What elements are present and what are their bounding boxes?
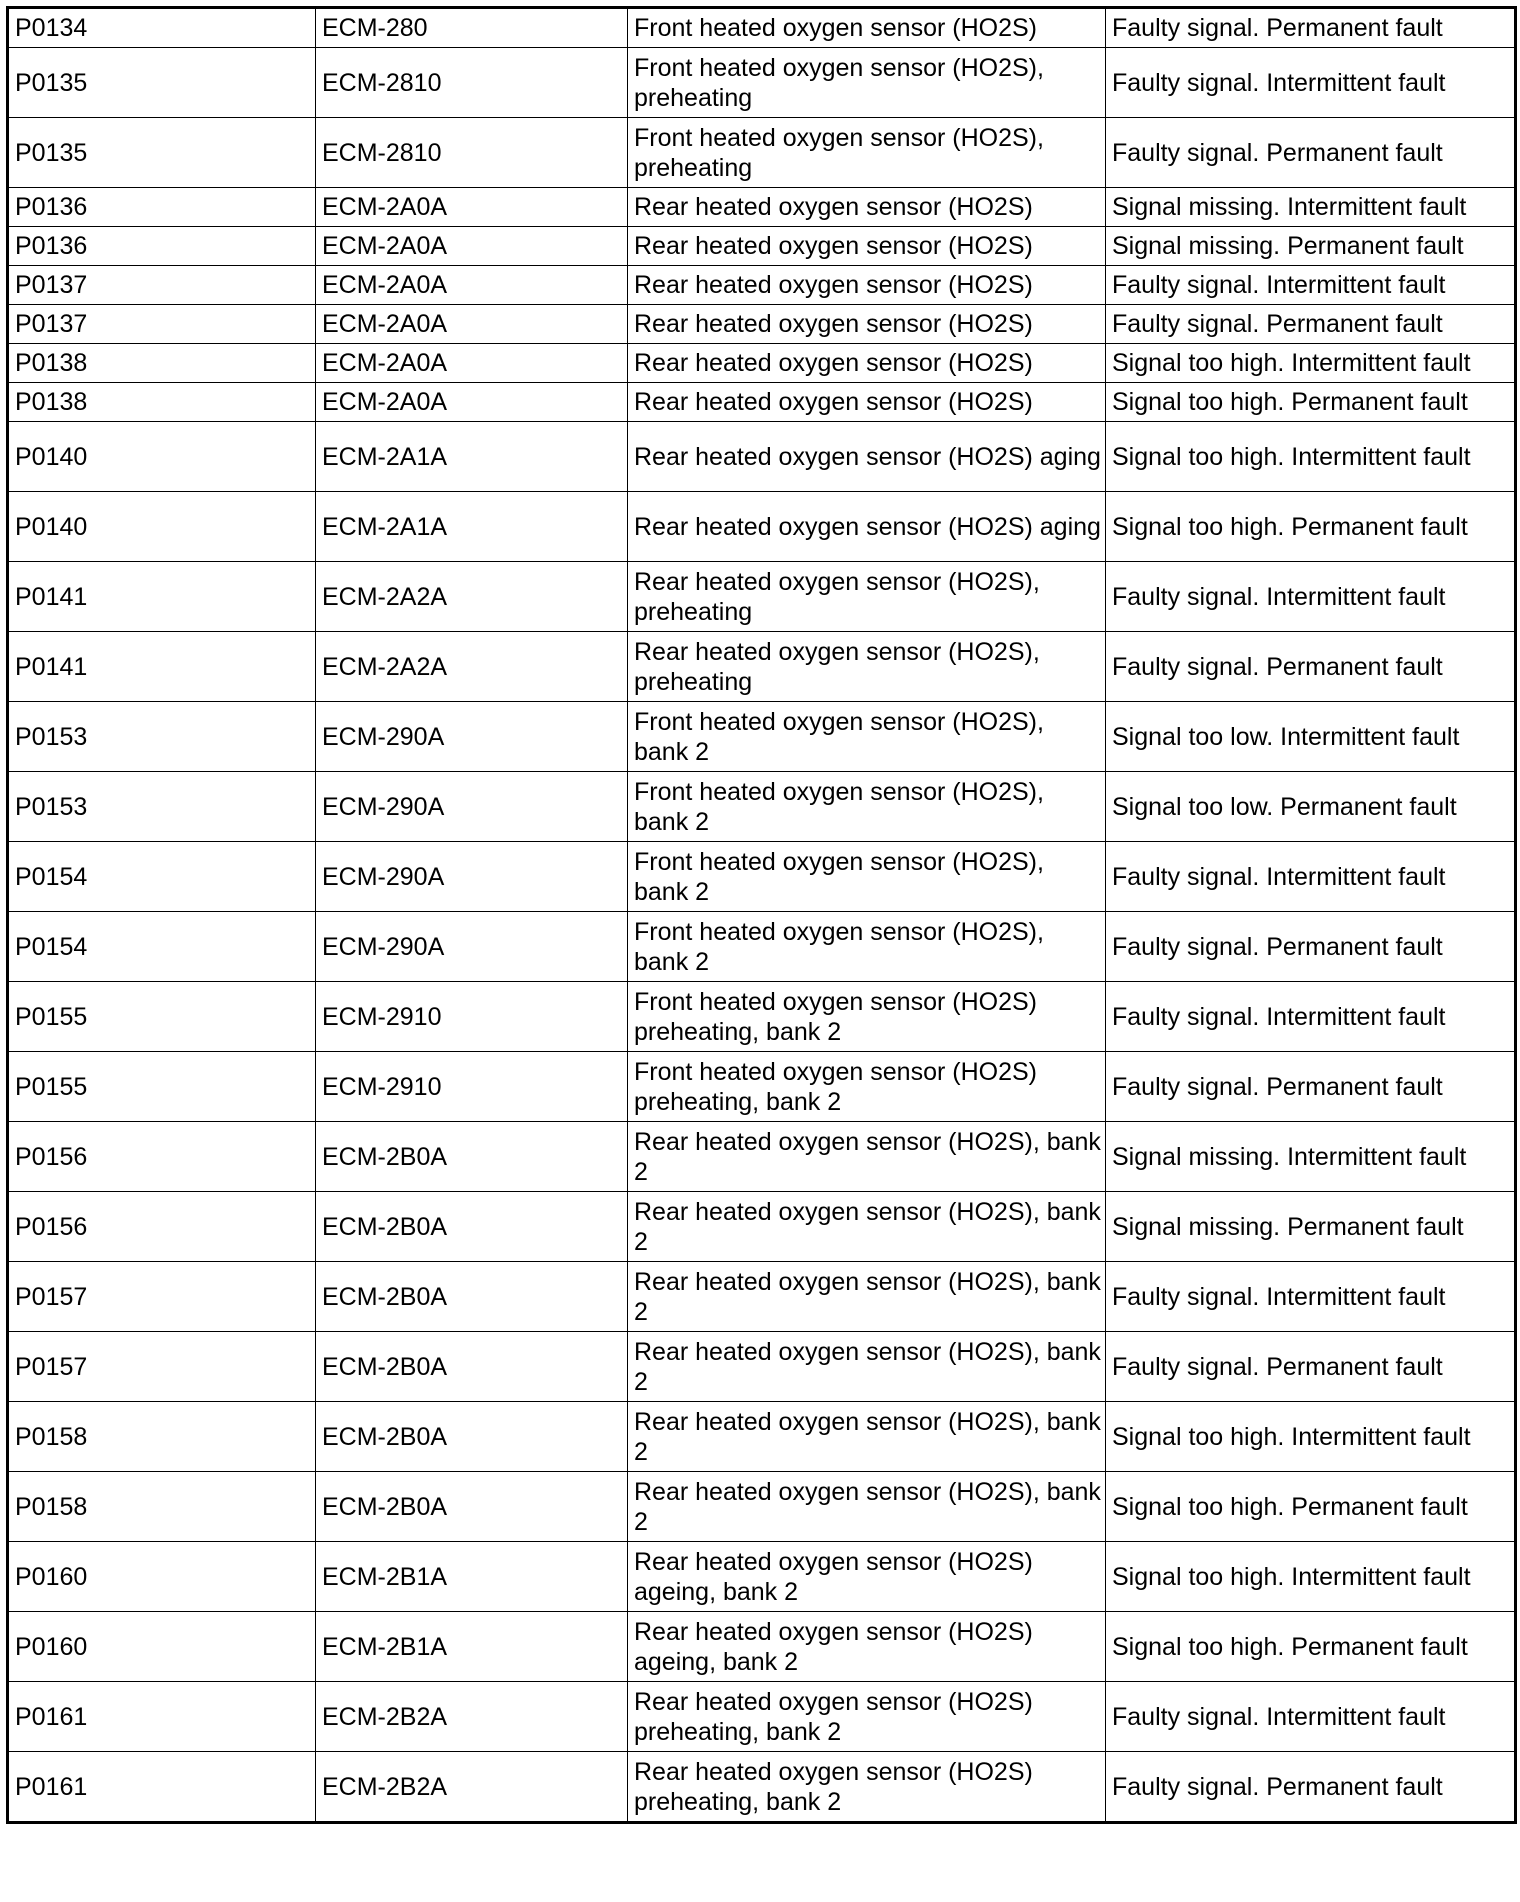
table-row [8, 383, 1516, 422]
ecm-code-cell: ECM-2B0A [316, 1332, 628, 1402]
fault-description-cell: Faulty signal. Intermittent fault [1106, 266, 1516, 305]
component-cell: Rear heated oxygen sensor (HO2S), bank 2 [628, 1402, 1106, 1472]
component-cell: Front heated oxygen sensor (HO2S), bank 2 [628, 912, 1106, 982]
fault-description-cell: Signal too low. Permanent fault [1106, 772, 1516, 842]
table-row [8, 422, 1516, 492]
table-row [8, 227, 1516, 266]
table-row [8, 912, 1516, 982]
fault-description-cell: Faulty signal. Permanent fault [1106, 1752, 1516, 1823]
table-row [8, 1472, 1516, 1542]
fault-description-cell: Faulty signal. Permanent fault [1106, 8, 1516, 48]
dtc-code-cell: P0138 [8, 344, 316, 383]
table-row [8, 1682, 1516, 1752]
table-row [8, 1752, 1516, 1823]
dtc-code-cell: P0134 [8, 8, 316, 48]
table-row [8, 1262, 1516, 1332]
table-row [8, 1192, 1516, 1262]
table-row [8, 842, 1516, 912]
ecm-code-cell: ECM-2B1A [316, 1542, 628, 1612]
component-cell: Rear heated oxygen sensor (HO2S) [628, 188, 1106, 227]
component-cell: Rear heated oxygen sensor (HO2S), preheating [628, 562, 1106, 632]
fault-description-cell: Faulty signal. Permanent fault [1106, 632, 1516, 702]
ecm-code-cell: ECM-2A0A [316, 305, 628, 344]
ecm-code-cell: ECM-290A [316, 912, 628, 982]
component-cell: Front heated oxygen sensor (HO2S), preheating [628, 118, 1106, 188]
ecm-code-cell: ECM-2B0A [316, 1472, 628, 1542]
component-cell: Rear heated oxygen sensor (HO2S), preheating [628, 632, 1106, 702]
table-row [8, 1612, 1516, 1682]
fault-description-cell: Signal too high. Intermittent fault [1106, 422, 1516, 492]
table-row [8, 982, 1516, 1052]
ecm-code-cell: ECM-2B0A [316, 1402, 628, 1472]
fault-description-cell: Signal too high. Permanent fault [1106, 1612, 1516, 1682]
fault-description-cell: Faulty signal. Permanent fault [1106, 305, 1516, 344]
dtc-code-cell: P0141 [8, 632, 316, 702]
ecm-code-cell: ECM-2B0A [316, 1122, 628, 1192]
fault-description-cell: Signal missing. Intermittent fault [1106, 1122, 1516, 1192]
table-row [8, 1052, 1516, 1122]
component-cell: Rear heated oxygen sensor (HO2S) [628, 266, 1106, 305]
fault-description-cell: Signal missing. Intermittent fault [1106, 188, 1516, 227]
ecm-code-cell: ECM-280 [316, 8, 628, 48]
ecm-code-cell: ECM-2A2A [316, 562, 628, 632]
ecm-code-cell: ECM-2B2A [316, 1752, 628, 1823]
fault-description-cell: Faulty signal. Permanent fault [1106, 118, 1516, 188]
fault-description-cell: Faulty signal. Intermittent fault [1106, 48, 1516, 118]
component-cell: Rear heated oxygen sensor (HO2S), bank 2 [628, 1472, 1106, 1542]
fault-description-cell: Signal missing. Permanent fault [1106, 227, 1516, 266]
table-row [8, 1122, 1516, 1192]
table-row [8, 1402, 1516, 1472]
dtc-code-cell: P0135 [8, 48, 316, 118]
component-cell: Rear heated oxygen sensor (HO2S) [628, 344, 1106, 383]
ecm-code-cell: ECM-2A0A [316, 227, 628, 266]
table-row [8, 305, 1516, 344]
component-cell: Front heated oxygen sensor (HO2S), preheating [628, 48, 1106, 118]
component-cell: Front heated oxygen sensor (HO2S), bank 2 [628, 702, 1106, 772]
dtc-code-cell: P0157 [8, 1262, 316, 1332]
table-row [8, 492, 1516, 562]
table-row [8, 1542, 1516, 1612]
fault-description-cell: Faulty signal. Intermittent fault [1106, 562, 1516, 632]
ecm-code-cell: ECM-290A [316, 772, 628, 842]
component-cell: Rear heated oxygen sensor (HO2S) ageing, bank 2 [628, 1612, 1106, 1682]
dtc-code-cell: P0158 [8, 1402, 316, 1472]
dtc-table [6, 6, 1517, 1824]
dtc-code-cell: P0155 [8, 1052, 316, 1122]
ecm-code-cell: ECM-2A1A [316, 492, 628, 562]
dtc-code-cell: P0137 [8, 266, 316, 305]
component-cell: Rear heated oxygen sensor (HO2S) aging [628, 492, 1106, 562]
ecm-code-cell: ECM-2B1A [316, 1612, 628, 1682]
table-row [8, 562, 1516, 632]
dtc-code-cell: P0156 [8, 1122, 316, 1192]
dtc-code-cell: P0136 [8, 227, 316, 266]
fault-description-cell: Signal too low. Intermittent fault [1106, 702, 1516, 772]
table-row [8, 8, 1516, 48]
component-cell: Rear heated oxygen sensor (HO2S) preheating, bank 2 [628, 1682, 1106, 1752]
ecm-code-cell: ECM-2A0A [316, 188, 628, 227]
component-cell: Front heated oxygen sensor (HO2S), bank 2 [628, 842, 1106, 912]
dtc-code-cell: P0161 [8, 1752, 316, 1823]
dtc-code-cell: P0154 [8, 842, 316, 912]
dtc-code-cell: P0140 [8, 422, 316, 492]
ecm-code-cell: ECM-290A [316, 842, 628, 912]
dtc-code-cell: P0135 [8, 118, 316, 188]
component-cell: Front heated oxygen sensor (HO2S), bank 2 [628, 772, 1106, 842]
component-cell: Rear heated oxygen sensor (HO2S) ageing, bank 2 [628, 1542, 1106, 1612]
table-row [8, 266, 1516, 305]
dtc-code-cell: P0156 [8, 1192, 316, 1262]
dtc-code-cell: P0160 [8, 1542, 316, 1612]
component-cell: Rear heated oxygen sensor (HO2S) [628, 305, 1106, 344]
table-row [8, 632, 1516, 702]
ecm-code-cell: ECM-2910 [316, 982, 628, 1052]
dtc-code-cell: P0157 [8, 1332, 316, 1402]
dtc-code-cell: P0138 [8, 383, 316, 422]
component-cell: Rear heated oxygen sensor (HO2S) [628, 383, 1106, 422]
ecm-code-cell: ECM-2B2A [316, 1682, 628, 1752]
component-cell: Rear heated oxygen sensor (HO2S) aging [628, 422, 1106, 492]
fault-description-cell: Faulty signal. Intermittent fault [1106, 982, 1516, 1052]
ecm-code-cell: ECM-2A0A [316, 266, 628, 305]
component-cell: Rear heated oxygen sensor (HO2S) [628, 227, 1106, 266]
table-row [8, 702, 1516, 772]
ecm-code-cell: ECM-2A0A [316, 344, 628, 383]
dtc-code-cell: P0160 [8, 1612, 316, 1682]
component-cell: Front heated oxygen sensor (HO2S) preheating, bank 2 [628, 1052, 1106, 1122]
ecm-code-cell: ECM-2B0A [316, 1192, 628, 1262]
dtc-code-cell: P0140 [8, 492, 316, 562]
fault-description-cell: Signal too high. Permanent fault [1106, 492, 1516, 562]
fault-description-cell: Signal too high. Permanent fault [1106, 383, 1516, 422]
ecm-code-cell: ECM-2B0A [316, 1262, 628, 1332]
component-cell: Front heated oxygen sensor (HO2S) preheating, bank 2 [628, 982, 1106, 1052]
fault-description-cell: Signal too high. Intermittent fault [1106, 344, 1516, 383]
component-cell: Front heated oxygen sensor (HO2S) [628, 8, 1106, 48]
component-cell: Rear heated oxygen sensor (HO2S) preheating, bank 2 [628, 1752, 1106, 1823]
fault-description-cell: Faulty signal. Permanent fault [1106, 1052, 1516, 1122]
ecm-code-cell: ECM-2810 [316, 118, 628, 188]
component-cell: Rear heated oxygen sensor (HO2S), bank 2 [628, 1262, 1106, 1332]
ecm-code-cell: ECM-2A0A [316, 383, 628, 422]
dtc-code-cell: P0158 [8, 1472, 316, 1542]
ecm-code-cell: ECM-290A [316, 702, 628, 772]
fault-description-cell: Faulty signal. Permanent fault [1106, 912, 1516, 982]
table-row [8, 772, 1516, 842]
dtc-code-cell: P0137 [8, 305, 316, 344]
dtc-code-cell: P0153 [8, 772, 316, 842]
table-row [8, 48, 1516, 118]
table-row [8, 1332, 1516, 1402]
fault-description-cell: Signal missing. Permanent fault [1106, 1192, 1516, 1262]
table-row [8, 188, 1516, 227]
component-cell: Rear heated oxygen sensor (HO2S), bank 2 [628, 1332, 1106, 1402]
dtc-code-cell: P0161 [8, 1682, 316, 1752]
ecm-code-cell: ECM-2A1A [316, 422, 628, 492]
fault-description-cell: Signal too high. Permanent fault [1106, 1472, 1516, 1542]
dtc-code-cell: P0153 [8, 702, 316, 772]
ecm-code-cell: ECM-2910 [316, 1052, 628, 1122]
dtc-table-body [8, 8, 1516, 1823]
fault-description-cell: Faulty signal. Intermittent fault [1106, 1262, 1516, 1332]
fault-description-cell: Faulty signal. Intermittent fault [1106, 842, 1516, 912]
fault-description-cell: Signal too high. Intermittent fault [1106, 1542, 1516, 1612]
fault-description-cell: Faulty signal. Intermittent fault [1106, 1682, 1516, 1752]
dtc-code-cell: P0155 [8, 982, 316, 1052]
component-cell: Rear heated oxygen sensor (HO2S), bank 2 [628, 1122, 1106, 1192]
fault-description-cell: Signal too high. Intermittent fault [1106, 1402, 1516, 1472]
table-row [8, 344, 1516, 383]
ecm-code-cell: ECM-2810 [316, 48, 628, 118]
component-cell: Rear heated oxygen sensor (HO2S), bank 2 [628, 1192, 1106, 1262]
fault-description-cell: Faulty signal. Permanent fault [1106, 1332, 1516, 1402]
table-row [8, 118, 1516, 188]
ecm-code-cell: ECM-2A2A [316, 632, 628, 702]
dtc-code-cell: P0141 [8, 562, 316, 632]
dtc-code-cell: P0136 [8, 188, 316, 227]
dtc-code-cell: P0154 [8, 912, 316, 982]
